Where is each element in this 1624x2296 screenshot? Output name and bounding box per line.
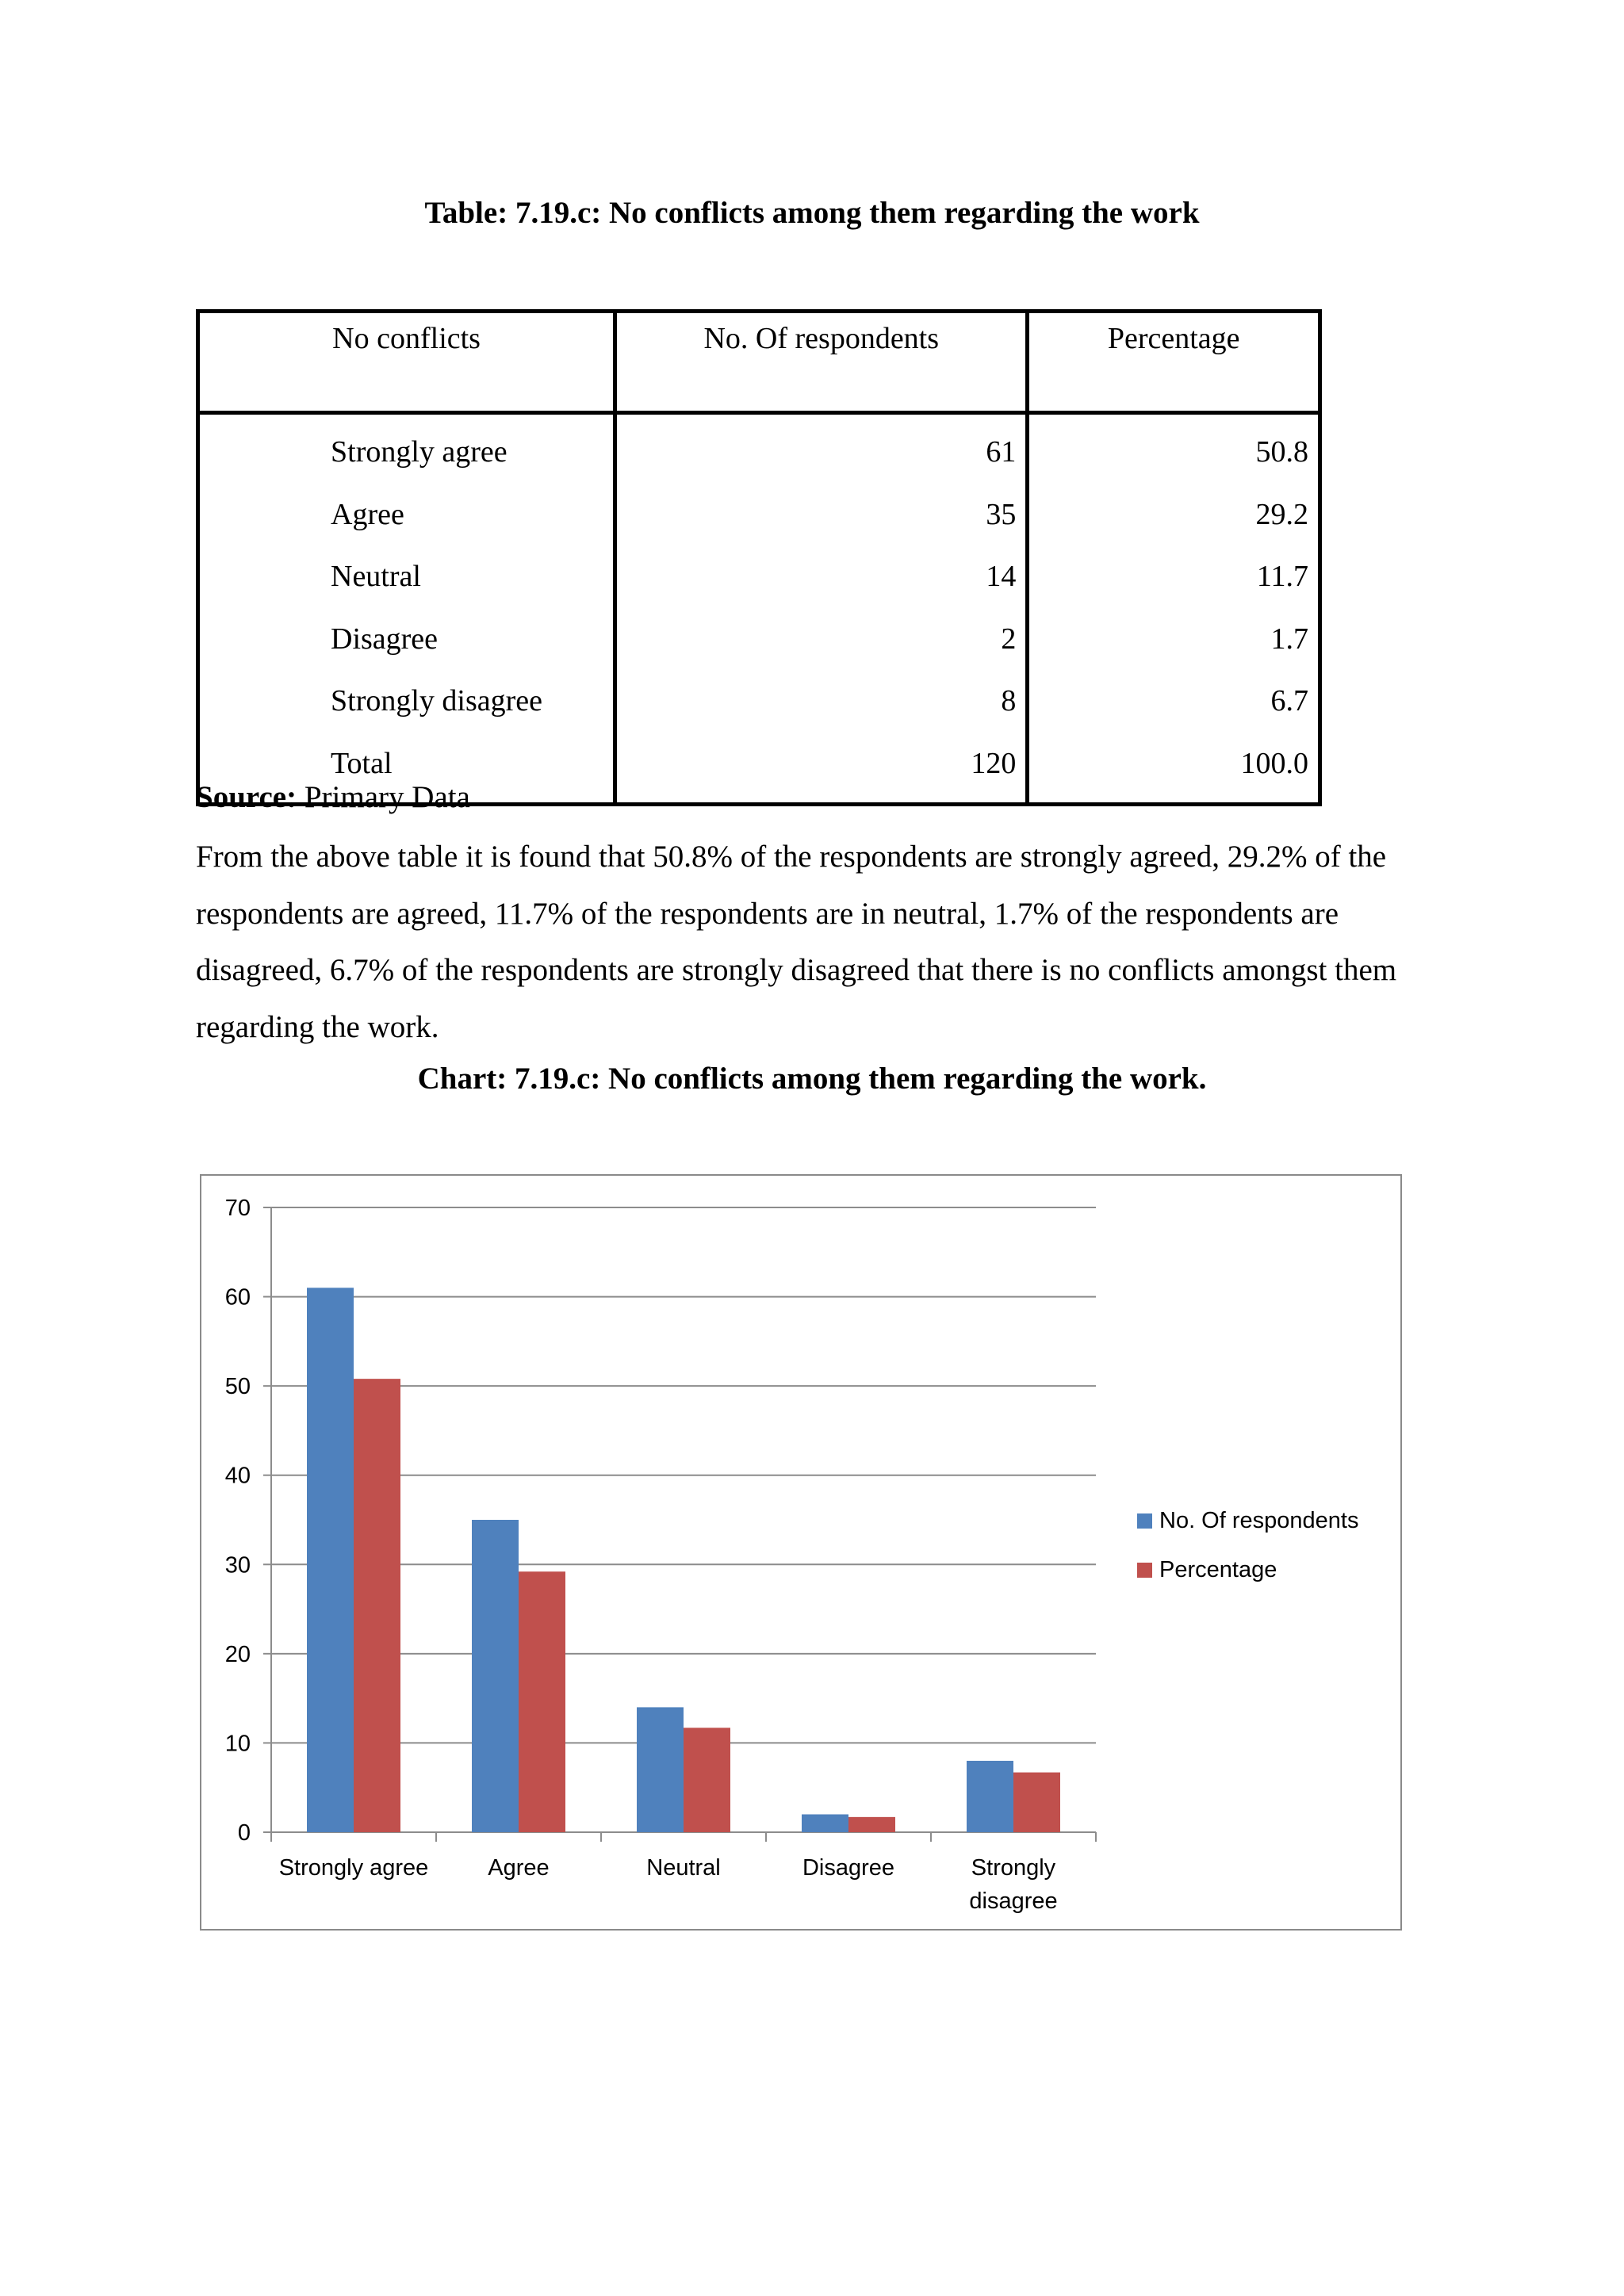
y-tick-label: 0 [237,1820,251,1846]
y-tick-label: 30 [224,1552,251,1578]
chart-title: Chart: 7.19.c: No conflicts among them regarding the work. [417,1062,1207,1096]
source-text: Primary Data [297,780,470,814]
x-tick-label: Agree [488,1855,550,1881]
source-line [196,779,470,815]
bar-percentage [848,1817,895,1832]
row-label: Strongly disagree [331,684,543,718]
row-percent: 50.8 [1028,413,1320,484]
row-percent: 11.7 [1028,545,1320,608]
y-tick-label: 60 [224,1284,251,1311]
table-row [198,484,1320,546]
row-count: 8 [615,670,1028,733]
header-no-of-respondents: No. Of respondents [615,312,1028,413]
bar-respondents [307,1288,354,1832]
row-label: Total [331,746,393,780]
table-row [198,670,1320,733]
row-label: Agree [331,497,404,531]
body-paragraph: From the above table it is found that 50.8% of the respondents are strongly agreed, 29.2% of the respondents are agreed, 11.7% of the respondents are in neutral, 1.7% of the respondents are disagreed, 6.7% of the respondents are strongly disagreed that there is no conflicts amongst them regarding the work. [196,840,1397,1044]
row-count: 2 [615,608,1028,671]
header-percentage: Percentage [1028,312,1320,413]
row-percent: 1.7 [1028,608,1320,671]
row-label: Disagree [331,622,439,656]
legend-swatch [1137,1563,1152,1578]
row-percent: 6.7 [1028,670,1320,733]
y-tick-label: 70 [224,1196,251,1221]
row-count: 61 [615,413,1028,484]
row-count: 35 [615,484,1028,546]
table-title: Table: 7.19.c: No conflicts among them regarding the work [424,196,1200,230]
y-tick-label: 40 [224,1463,251,1489]
bar-chart [201,1176,1400,1929]
data-table [196,309,1322,806]
x-tick-label: Neutral [646,1855,721,1881]
table-row [198,608,1320,671]
x-tick-label: Strongly disagree [969,1855,1058,1914]
row-count: 120 [615,733,1028,805]
legend-label: Percentage [1159,1557,1277,1582]
table-header-row [198,312,1320,413]
bar-respondents [967,1761,1013,1832]
x-tick-label: Disagree [802,1855,895,1881]
legend-swatch [1137,1513,1152,1529]
row-percent: 29.2 [1028,484,1320,546]
table-row [198,545,1320,608]
bar-respondents [802,1814,848,1832]
legend-label: No. Of respondents [1159,1508,1359,1533]
row-percent: 100.0 [1028,733,1320,805]
y-tick-label: 10 [224,1731,251,1757]
bar-respondents [472,1520,519,1832]
bar-percentage [684,1728,730,1832]
table-row [198,413,1320,484]
y-tick-label: 20 [224,1641,251,1667]
row-label: Neutral [331,560,421,594]
row-count: 14 [615,545,1028,608]
y-tick-label: 50 [224,1374,251,1400]
bar-percentage [519,1571,565,1832]
header-no-conflicts: No conflicts [198,312,615,413]
bar-percentage [354,1379,400,1832]
row-label: Strongly agree [331,435,508,469]
chart-frame [200,1174,1402,1931]
source-label: Source: [196,780,297,814]
bar-respondents [637,1707,684,1832]
bar-percentage [1013,1773,1060,1832]
x-tick-label: Strongly agree [278,1855,429,1881]
